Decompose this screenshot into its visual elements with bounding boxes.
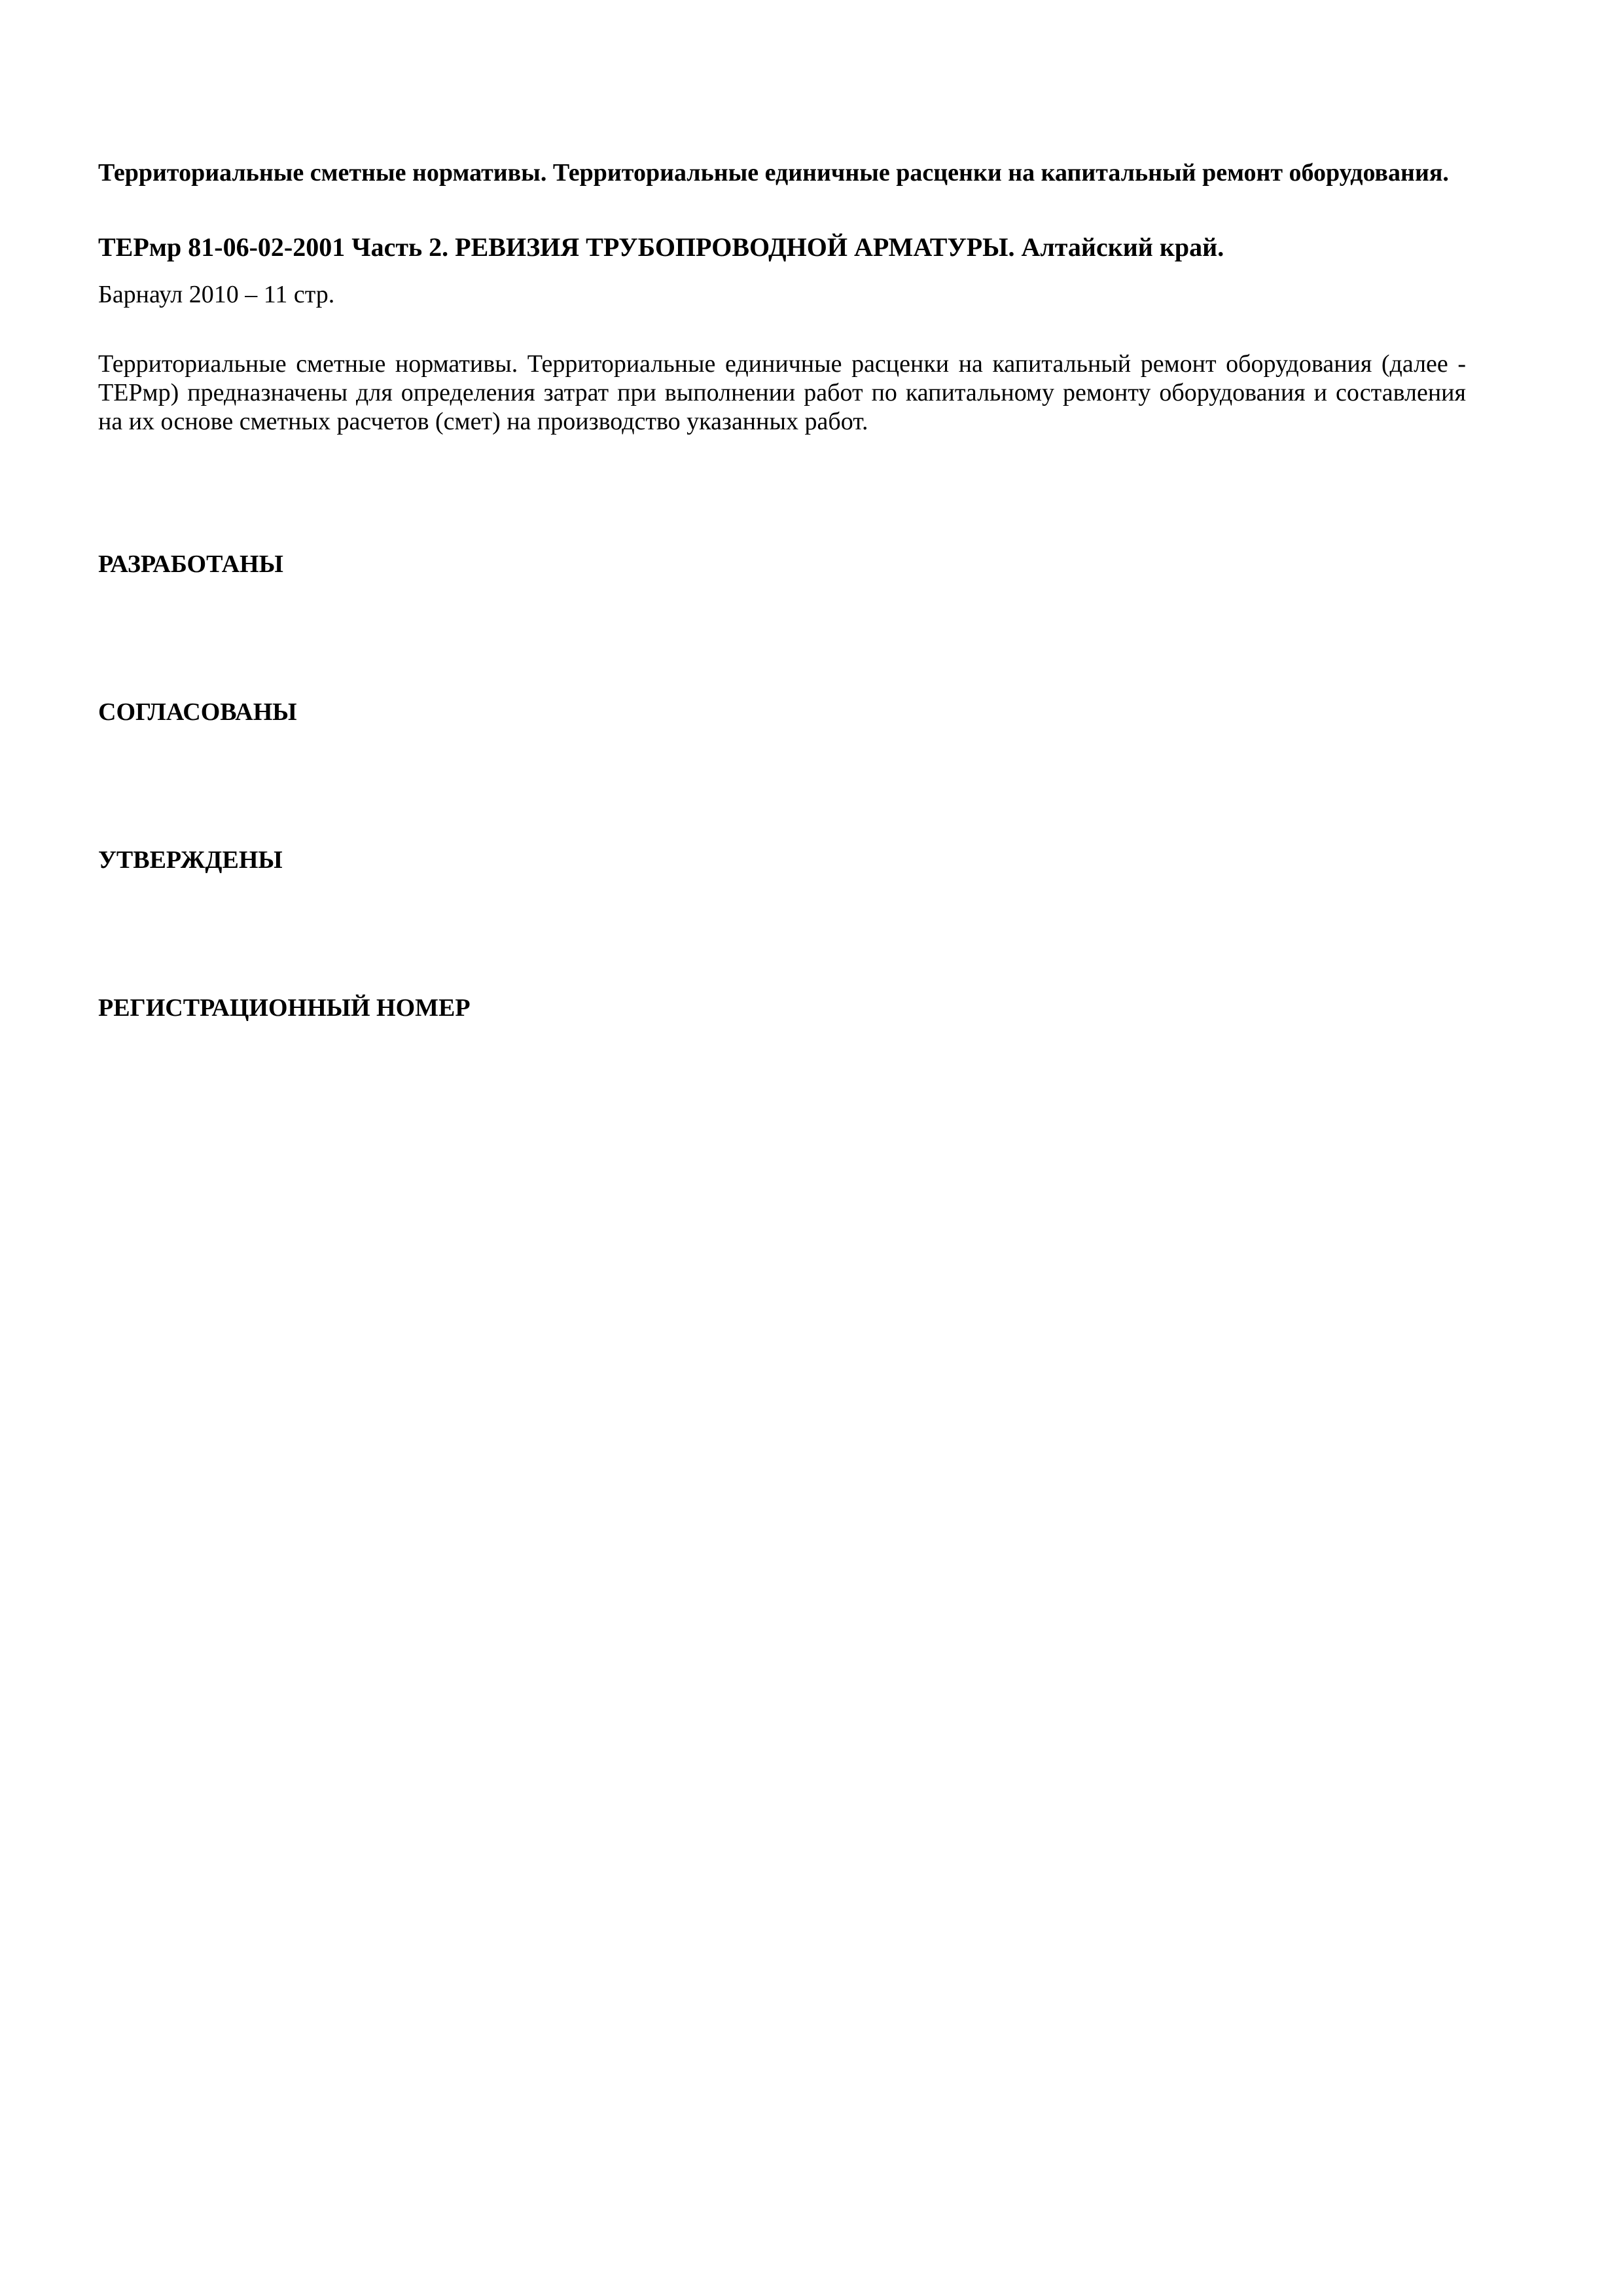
document-description: Территориальные сметные нормативы. Территориальные единичные расценки на капитальный ремонт оборудования (далее - ТЕРмр) предназначены для определения затрат при выполнении работ по капитальному ремонту оборудования и составления на их основе сметных расчетов (смет) на производство указанных работ.	[98, 350, 1466, 435]
section-developed-heading: РАЗРАБОТАНЫ	[98, 550, 283, 578]
document-title: Территориальные сметные нормативы. Территориальные единичные расценки на капитальный ремонт оборудования.	[98, 159, 1449, 187]
section-registration-number-heading: РЕГИСТРАЦИОННЫЙ НОМЕР	[98, 994, 471, 1022]
document-imprint: Барнаул 2010 – 11 стр.	[98, 281, 335, 308]
document-page	[98, 0, 1466, 2296]
section-agreed-heading: СОГЛАСОВАНЫ	[98, 698, 297, 726]
document-code-line: ТЕРмр 81-06-02-2001 Часть 2. РЕВИЗИЯ ТРУБОПРОВОДНОЙ АРМАТУРЫ. Алтайский край.	[98, 232, 1224, 262]
section-approved-heading: УТВЕРЖДЕНЫ	[98, 846, 283, 874]
